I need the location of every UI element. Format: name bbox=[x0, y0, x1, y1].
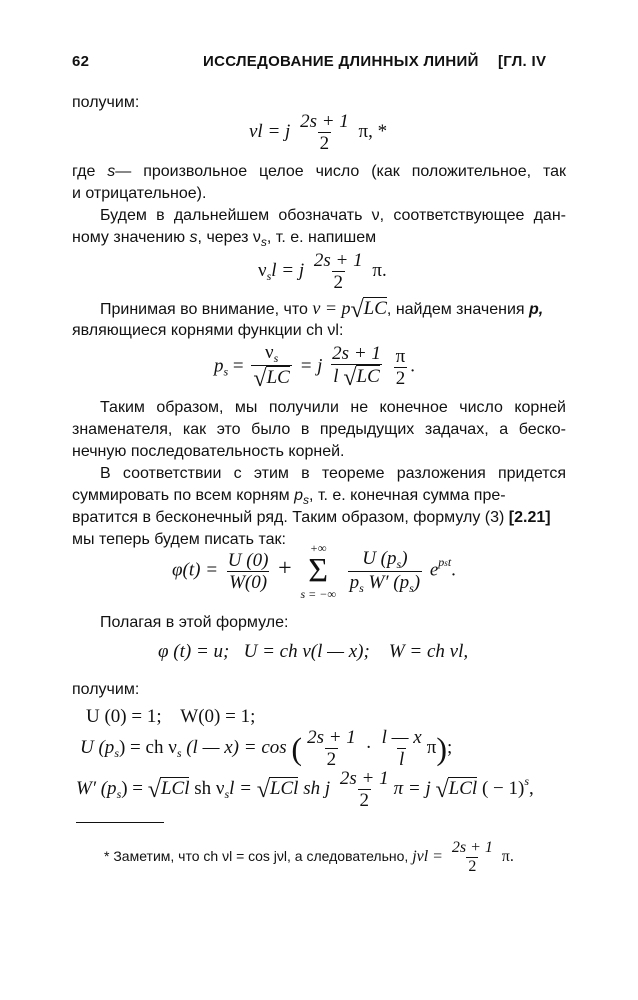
eq8-lhs: W′ (p bbox=[76, 777, 117, 799]
text-p3-s: s bbox=[189, 229, 198, 246]
eq8-sh-sub: s bbox=[224, 786, 230, 801]
text-p6-line1: В соответствии с этим в теореме разложения придется bbox=[100, 465, 566, 482]
text-p6-line4: мы теперь будем писать так: bbox=[72, 531, 286, 548]
eq4-frac2: $\frac{U (p_s)}{p_s W' (p_s)}$ bbox=[349, 547, 421, 595]
eq8-l: l = bbox=[229, 777, 253, 799]
eq3-p: p bbox=[214, 355, 224, 377]
footnote-den: 2 bbox=[468, 858, 477, 875]
text-p4-post: , найдем значения bbox=[386, 301, 525, 318]
equation-6: U (0) = 1; W(0) = 1; bbox=[86, 706, 256, 727]
equation-2 bbox=[258, 251, 387, 292]
eq2-nu: ν bbox=[258, 259, 267, 281]
text-p2-s: s bbox=[107, 163, 116, 180]
eq8-den: 2 bbox=[359, 790, 370, 811]
eq7-lhs-sub: s bbox=[114, 745, 119, 760]
eq4-num1: U (0) bbox=[227, 549, 269, 571]
equation-8: W′ $(p_s) = √LCl$ sh $\nu_sl = √LCl$ sh j $\frac{2s + 1}{2}$ π = j √LCl ( − 1)$^s$, bbox=[76, 768, 534, 811]
chapter-label: [ГЛ. IV bbox=[498, 53, 547, 70]
eq8-pi: π = j bbox=[393, 777, 431, 799]
eq8-shj: sh j bbox=[298, 777, 331, 799]
text-p6-ref: [2.21] bbox=[508, 509, 551, 526]
eq5-c: W = ch νl, bbox=[388, 641, 469, 662]
footnote-tail: π. bbox=[501, 848, 514, 866]
eq3-frac3 bbox=[394, 347, 408, 388]
equation-4: φ(t) = $\frac{U (0)}{W(0)}$ + +∞ Σ s = −∞ $\frac{U (p_s)}{p_s W' (p_s)}$ $e^{pst}$. bbox=[172, 541, 456, 601]
eq2-sub: s bbox=[266, 268, 272, 283]
eq7-num2: l — x bbox=[381, 727, 422, 748]
text-p3-line1: Будем в дальнейшем обозначать ν, соответствующее дан- bbox=[100, 207, 566, 224]
eq4-sigma: Σ bbox=[308, 552, 329, 589]
eq3-eq: = j bbox=[299, 355, 323, 377]
text-p3-nu: ν bbox=[252, 229, 261, 246]
text-p6-c-pre: вратится в бесконечный ряд. Таким образом, формулу (3) bbox=[72, 509, 505, 526]
running-title: ИССЛЕДОВАНИЕ ДЛИННЫХ ЛИНИЙ bbox=[203, 53, 479, 70]
eq7-frac2 bbox=[380, 728, 424, 769]
eq2-fraction bbox=[312, 251, 365, 292]
eq5-a: φ (t) = u; bbox=[158, 641, 230, 662]
footnote-lhs: jνl = bbox=[412, 848, 443, 866]
eq8-lcl1: LCl bbox=[160, 777, 190, 799]
eq4-den2a: p bbox=[349, 571, 360, 593]
eq4-den2b-sub: s bbox=[409, 580, 414, 595]
footnote-num: 2s + 1 bbox=[451, 839, 493, 856]
eq4-sum-sup: +∞ bbox=[309, 541, 327, 555]
eq4-plus: + bbox=[278, 555, 292, 582]
text-p5-line2: знаменателя, как это было в предыдущих задачах, а беско- bbox=[72, 421, 566, 438]
eq2-tail: π. bbox=[372, 259, 387, 281]
eq5-b: U = ch ν(l — x); bbox=[243, 641, 370, 662]
eq8-frac bbox=[338, 769, 391, 810]
text-p7: Полагая в этой формуле: bbox=[100, 614, 289, 631]
eq8-mid: ) = bbox=[121, 777, 144, 799]
eq1-lhs: νl = j bbox=[249, 120, 291, 142]
eq3-den3: 2 bbox=[395, 367, 406, 389]
eq1-num: 2s + 1 bbox=[300, 111, 349, 132]
eq4-end: . bbox=[451, 559, 456, 581]
eq8-end: ( − 1) bbox=[477, 777, 525, 799]
text-p5-line1: Таким образом, мы получили не конечное число корней bbox=[100, 399, 566, 416]
eq3-num1-sub: s bbox=[273, 351, 279, 365]
text-p6-p: p bbox=[294, 487, 304, 504]
text-p3-mid: , через bbox=[197, 229, 249, 246]
eq3-den1: LC bbox=[266, 367, 290, 388]
text-p6-p-sub: s bbox=[303, 493, 310, 507]
eq7-den2: l bbox=[399, 749, 405, 770]
footnote-rule bbox=[76, 822, 164, 823]
text-p2-line2: и отрицательное). bbox=[72, 185, 207, 202]
eq4-den1: W(0) bbox=[229, 571, 268, 593]
eq2-lhs: l = j bbox=[271, 259, 305, 281]
equation-3: $p_s$ = $\frac{\nu_s}{√LC}$ = j $\frac{2s + 1}{l √LC}$ $\frac{\pi}{2}$ . bbox=[214, 342, 415, 392]
eq7-mid2: (l — x) = cos bbox=[181, 736, 287, 758]
eq3-frac2: $\frac{2s + 1}{l √LC}$ bbox=[332, 343, 381, 391]
footnote bbox=[104, 840, 514, 875]
eq1-fraction bbox=[298, 112, 351, 153]
eq3-den2-lc: LC bbox=[356, 366, 380, 387]
text-p3-pre: ному значению bbox=[72, 229, 186, 246]
text-p2-a: где bbox=[72, 163, 96, 180]
eq3-num2: 2s + 1 bbox=[332, 343, 381, 364]
eq4-num2-sub: s bbox=[396, 556, 402, 571]
eq3-num1: ν bbox=[264, 342, 274, 363]
equation-7: U $(p_s)$ = ch $\nu_s$ (l — x) = cos ( $\frac{2s + 1}{2}$ · $\frac{l — x}{l}$ π); bbox=[80, 727, 453, 770]
eq8-exp: s bbox=[524, 773, 529, 788]
eq3-frac1: $\frac{\nu_s}{√LC}$ bbox=[253, 342, 290, 392]
eq8-num: 2s + 1 bbox=[339, 768, 389, 789]
text-p3-post: , т. е. напишем bbox=[266, 229, 377, 246]
text-p3-nu-sub: s bbox=[260, 235, 267, 249]
eq1-den: 2 bbox=[319, 133, 330, 154]
eq7-den1: 2 bbox=[326, 749, 337, 770]
text-p2-line1 bbox=[72, 161, 566, 183]
text-p4-line1: Принимая во внимание, что ν = p√LC, найдем значения p, bbox=[100, 297, 544, 323]
eq2-den: 2 bbox=[333, 272, 344, 293]
eq3-p-sub: s bbox=[223, 364, 229, 379]
footnote-frac bbox=[450, 840, 495, 875]
eq7-mid-sub: s bbox=[176, 745, 182, 760]
eq3-num3: π bbox=[395, 345, 406, 367]
text-p4-line2: являющиеся корнями функции ch νl: bbox=[72, 322, 344, 339]
eq4-sum-sub: s = −∞ bbox=[300, 587, 336, 601]
eq4-e: e bbox=[429, 559, 439, 581]
footnote-text: * Заметим, что ch νl = cos jνl, а следовательно, bbox=[104, 848, 409, 865]
eq4-sum bbox=[300, 542, 335, 600]
text-p6-pre: суммировать по всем корням bbox=[72, 487, 290, 504]
eq8-sh: sh ν bbox=[189, 777, 225, 799]
text-p5-line3: нечную последовательность корней. bbox=[72, 443, 345, 460]
eq3-den2-l: l bbox=[333, 366, 339, 387]
text-p6-line3 bbox=[72, 507, 551, 529]
eq4-num2: U (p bbox=[362, 547, 397, 569]
text-p1: получим: bbox=[72, 94, 140, 111]
eq4-den2b: W′ (p bbox=[363, 571, 410, 593]
eq4-lhs: φ(t) = bbox=[172, 559, 219, 581]
eq7-num1: 2s + 1 bbox=[307, 727, 356, 748]
eq7-frac1 bbox=[305, 728, 358, 769]
eq8-lhs-sub: s bbox=[116, 786, 122, 801]
eq2-num: 2s + 1 bbox=[313, 250, 363, 271]
eq7-mid: ) = ch ν bbox=[118, 736, 177, 758]
equation-5 bbox=[158, 642, 468, 661]
text-p6-post: , т. е. конечная сумма пре- bbox=[309, 487, 506, 504]
eq8-lcl2: LCl bbox=[269, 777, 299, 799]
eq7-tail: π bbox=[426, 736, 437, 758]
eq7-lhs: U (p bbox=[80, 736, 115, 758]
equation-1 bbox=[249, 112, 387, 153]
text-p4-v-eq: ν = p bbox=[312, 298, 351, 318]
eq4-den2a-sub: s bbox=[359, 580, 364, 595]
eq3-end: . bbox=[410, 355, 415, 377]
page-number: 62 bbox=[72, 53, 90, 70]
eq4-frac1 bbox=[226, 551, 271, 592]
text-p8: получим: bbox=[72, 681, 140, 698]
text-p4-p: p, bbox=[529, 301, 544, 318]
text-p4-pre: Принимая во внимание, что bbox=[100, 301, 308, 318]
eq1-tail: π, * bbox=[358, 120, 388, 142]
text-p4-lc: LC bbox=[363, 298, 387, 319]
eq8-lcl3: LCl bbox=[448, 777, 478, 799]
text-p2-b: — произвольное целое число (как положительное, так bbox=[115, 163, 566, 180]
